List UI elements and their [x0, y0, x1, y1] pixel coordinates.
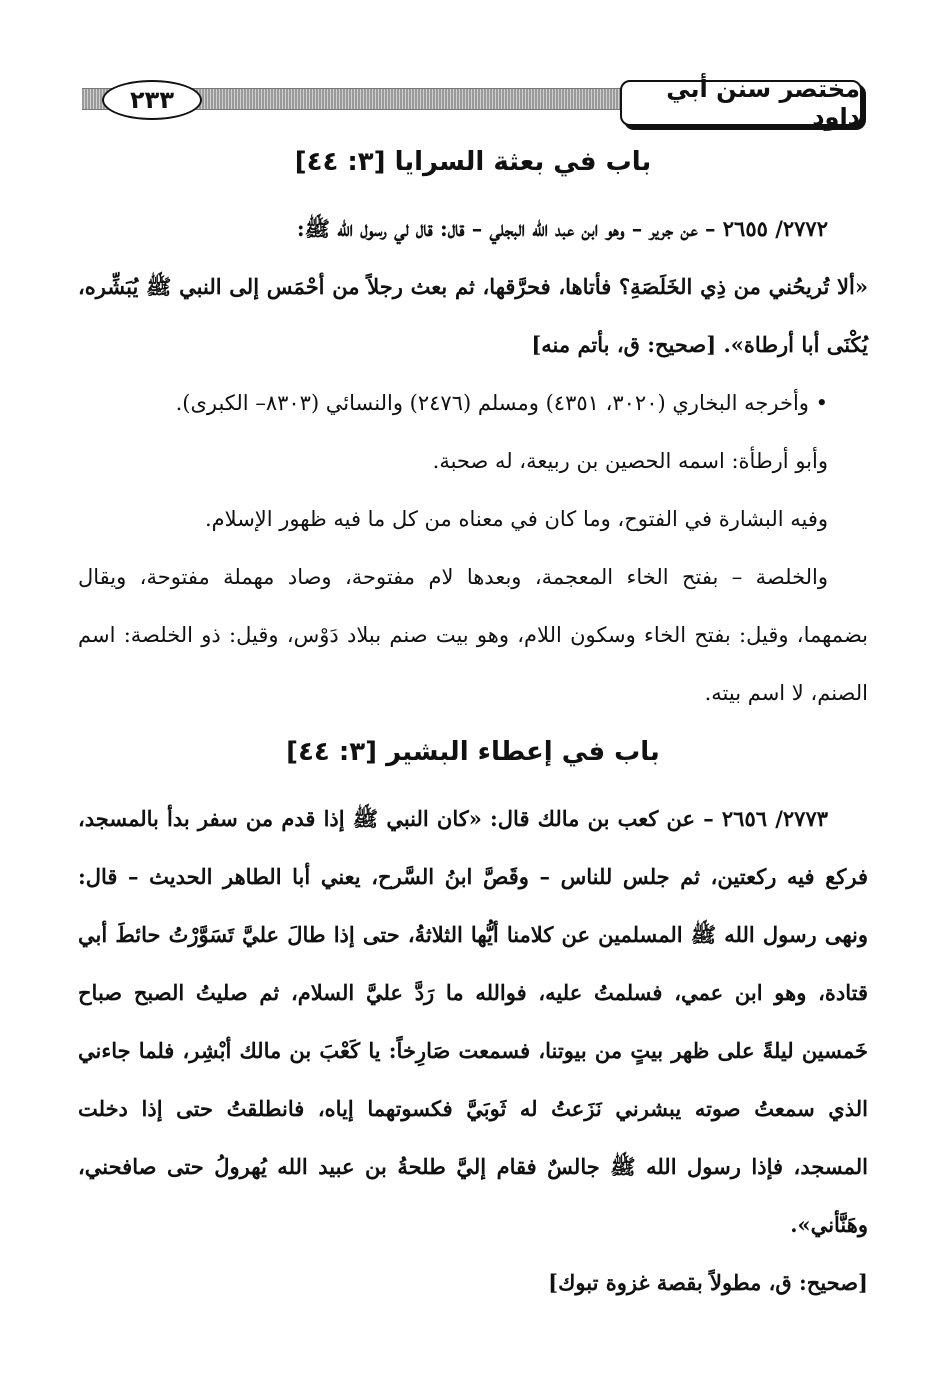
hadith-intro: ٢٧٧٢/ ٢٦٥٥ – عن جرير – وهو ابن عبد الله البجلي – قال: قال لي رسول الله ﷺ: — [296, 216, 828, 241]
takhrij-note: • وأخرجه البخاري (٣٠٢٠، ٤٣٥١) ومسلم (٢٤٧٦) والنسائي (٨٣٠٣– الكبرى). — [175, 391, 828, 415]
commentary-paragraph: وأبو أرطأة: اسمه الحصين بن ربيعة، له صحبة. — [432, 449, 828, 473]
page-number: ٢٣٣ — [102, 80, 202, 120]
book-title: مختصر سنن أبي داود — [620, 80, 862, 126]
page-content — [78, 132, 868, 1312]
chapter-title: باب في بعثة السرايا [٣: ٤٤] — [294, 147, 652, 177]
hadith-grading: [صحيح: ق، مطولاً بقصة غزوة تبوك] — [548, 1270, 868, 1295]
page-header — [82, 75, 862, 131]
commentary-paragraph: والخلصة – بفتح الخاء المعجمة، وبعدها لام مفتوحة، وصاد مهملة مفتوحة، ويقال بضمهما، وقيل: بفتح الخاء وسكون اللام، وهو بيت صنم ببلاد دَوْس، وقيل: ذو الخلصة: اسم الصنم، لا اسم بيته. — [78, 565, 868, 705]
commentary-paragraph: وفيه البشارة في الفتوح، وما كان في معناه من كل ما فيه ظهور الإسلام. — [205, 507, 828, 531]
hadith-text: ٢٧٧٣/ ٢٦٥٦ – عن كعب بن مالك قال: «كان النبي ﷺ إذا قدم من سفر بدأ بالمسجد، فركع فيه ركعتين، ثم جلس للناس – وقَصَّ ابنُ السَّرح، يعني أبا الطاهر الحديث – قال: ونهى رسول الله ﷺ المسلمين عن كلامنا أيُّها الثلاثةُ، حتى إذا طالَ عليَّ تَسَوَّرْتُ حائطَ أبي قتادة، وهو ابن عمي، فسلمتُ عليه، فوالله ما رَدَّ عليَّ السلام، ثم صليتُ الصبح صباح خَمسين ليلةً على ظهر بيتٍ من بيوتنا، فسمعت صَارِخاً: يا كَعْبَ بن مالك أبْشِر، فلما جاءني الذي سمعتُ صوته يبشرني نَزَعتُ له ثَوبَيَّ فكسوتهما إياه، فانطلقتُ حتى إذا دخلت المسجد، فإذا رسول الله ﷺ جالسٌ فقام إليَّ طلحةُ بن عبيد الله يُهرولُ حتى صافحني، وهَنَّأني». — [78, 806, 868, 1237]
hadith-text: «ألا تُريحُني من ذِي الخَلَصَةِ؟ فأتاها، فحرَّقها، ثم بعث رجلاً من أحْمَس إلى النبي ﷺ يُبَشِّره، يُكْنَى أبا أرطاة». [صحيح: ق، بأتم منه] — [78, 274, 868, 357]
chapter-title: باب في إعطاء البشير [٣: ٤٤] — [286, 737, 660, 767]
